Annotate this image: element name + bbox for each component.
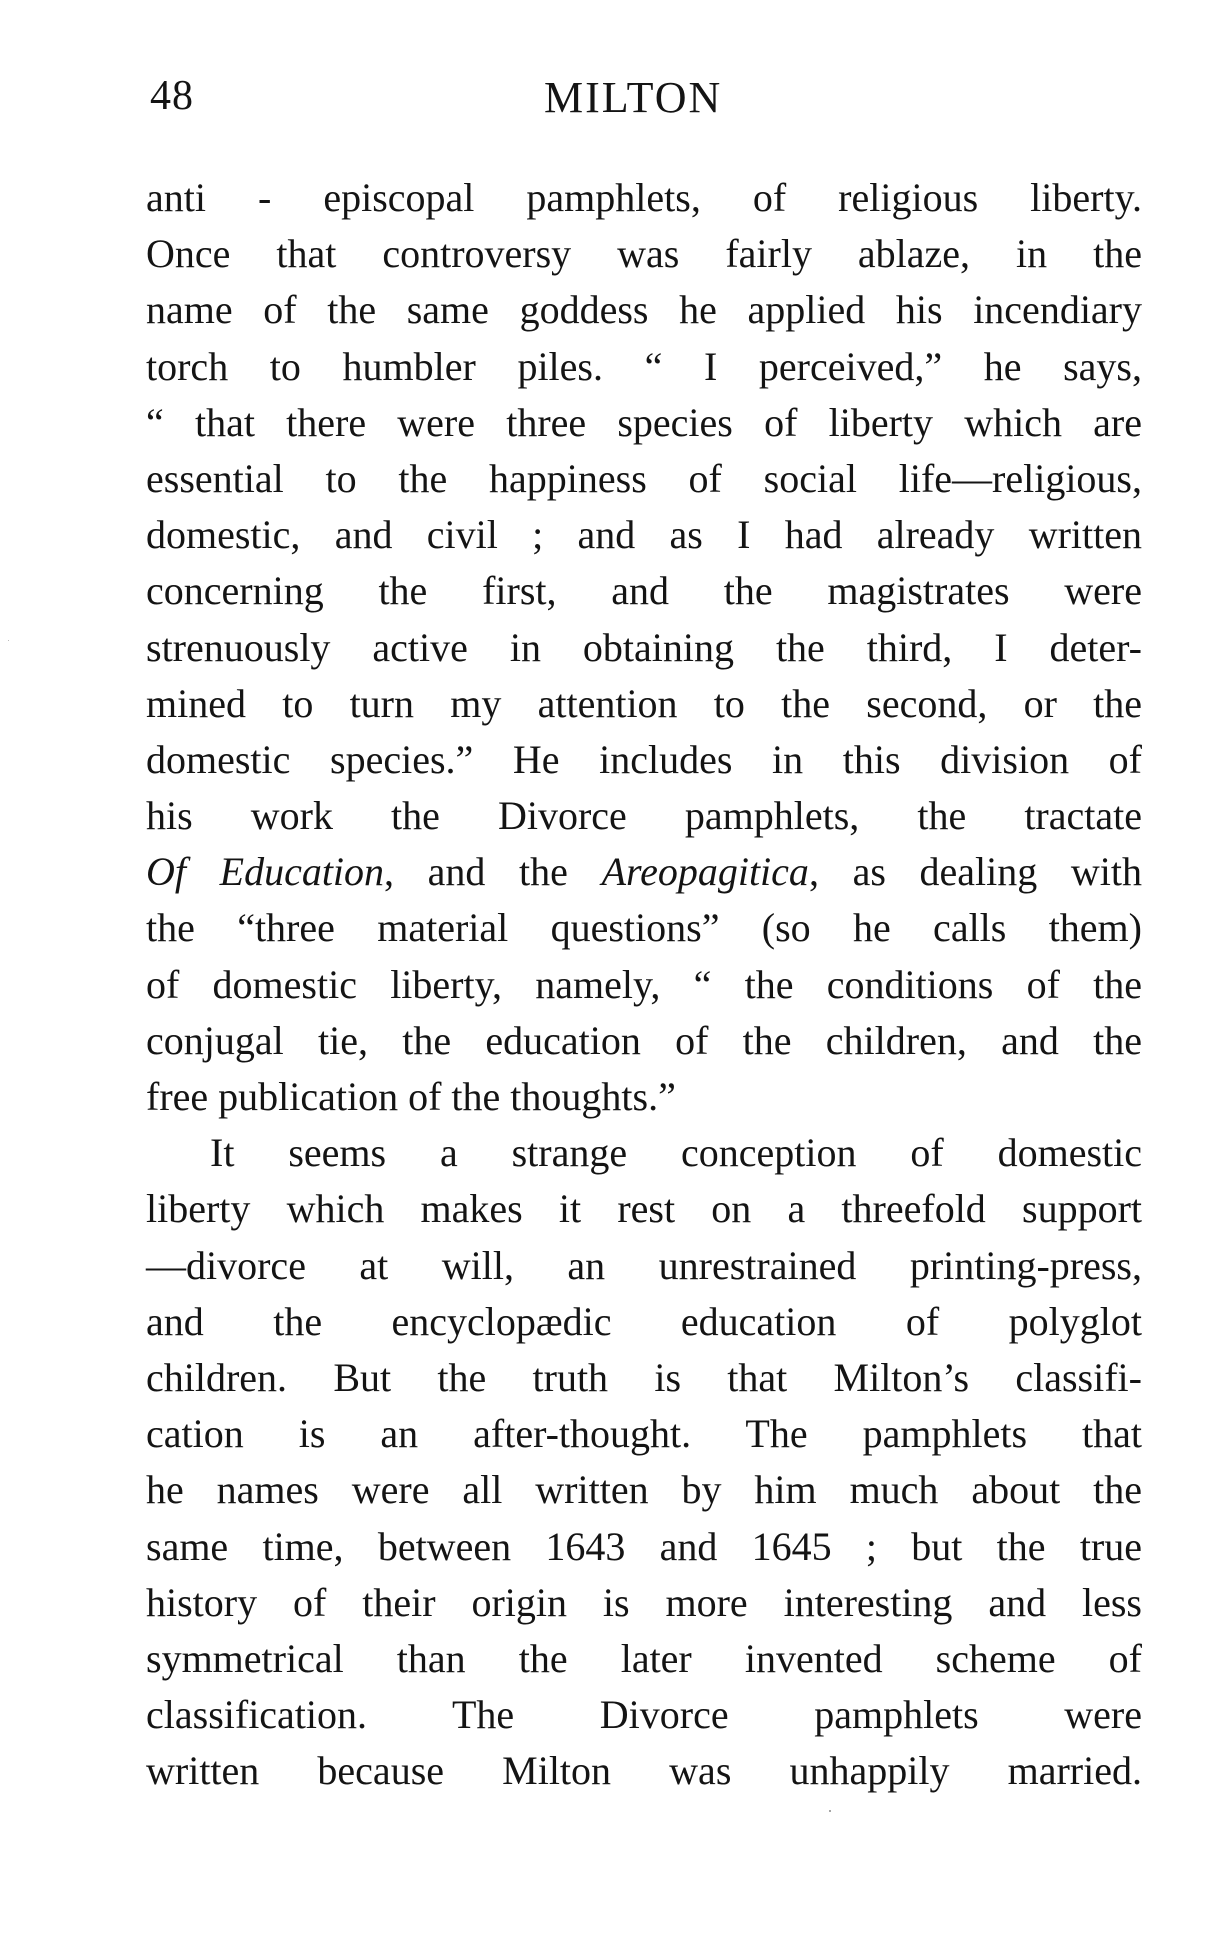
title-areopagitica: Areopagitica xyxy=(601,849,809,895)
text-line: and the encyclopædic education of polyglot xyxy=(146,1298,1142,1344)
text-line-with-titles xyxy=(146,844,1142,900)
text-line: he names were all written by him much about the xyxy=(146,1467,1142,1513)
paragraph-2 xyxy=(146,1125,1142,1799)
text-line: It seems a strange conception of domestic xyxy=(210,1130,1142,1176)
text-line: written because Milton was unhappily married. xyxy=(146,1748,1142,1794)
text-line: his work the Divorce pamphlets, the tractate xyxy=(146,793,1142,839)
text-line: Once that controversy was fairly ablaze, in the xyxy=(146,231,1142,277)
text-line: strenuously active in obtaining the third, I deter- xyxy=(146,624,1142,670)
text-line: —divorce at will, an unrestrained printing-press, xyxy=(146,1242,1142,1288)
title-of-education: Of Education xyxy=(146,849,385,895)
text-line: classification. The Divorce pamphlets were xyxy=(146,1692,1142,1738)
text-line: concerning the first, and the magistrates were xyxy=(146,568,1142,614)
text-fragment: , and the xyxy=(384,849,602,895)
text-line: of domestic liberty, namely, “ the conditions of the xyxy=(146,961,1142,1007)
text-line: children. But the truth is that Milton’s classifi- xyxy=(146,1354,1142,1400)
text-line: name of the same goddess he applied his incendiary xyxy=(146,287,1142,333)
text-line: cation is an after-thought. The pamphlets that xyxy=(146,1411,1142,1457)
text-line: domestic species.” He includes in this division of xyxy=(146,736,1142,782)
paper-speck xyxy=(829,1810,831,1812)
text-line: the “three material questions” (so he calls them) xyxy=(146,905,1142,951)
text-line: conjugal tie, the education of the children, and the xyxy=(146,1017,1142,1063)
text-line: same time, between 1643 and 1645 ; but the true xyxy=(146,1523,1142,1569)
page-header xyxy=(144,72,1140,132)
text-fragment: , as dealing with xyxy=(808,849,1142,895)
text-line: anti - episcopal pamphlets, of religious liberty. xyxy=(146,175,1142,220)
running-head: MILTON xyxy=(544,73,723,122)
paper-speck xyxy=(8,640,9,641)
paragraph-1 xyxy=(146,170,1142,1125)
text-line: torch to humbler piles. “ I perceived,” he says, xyxy=(146,343,1142,389)
text-line: “ that there were three species of liberty which are xyxy=(146,399,1142,445)
page-number: 48 xyxy=(150,73,194,119)
text-line: liberty which makes it rest on a threefold support xyxy=(146,1186,1142,1232)
text-line: history of their origin is more interesting and less xyxy=(146,1579,1142,1625)
text-line: domestic, and civil ; and as I had already written xyxy=(146,512,1142,558)
text-line: free publication of the thoughts.” xyxy=(146,1074,676,1119)
text-line: symmetrical than the later invented scheme of xyxy=(146,1635,1142,1681)
text-line: mined to turn my attention to the second, or the xyxy=(146,680,1142,726)
body-text xyxy=(146,170,1142,1799)
text-line: essential to the happiness of social life—religious, xyxy=(146,455,1142,501)
